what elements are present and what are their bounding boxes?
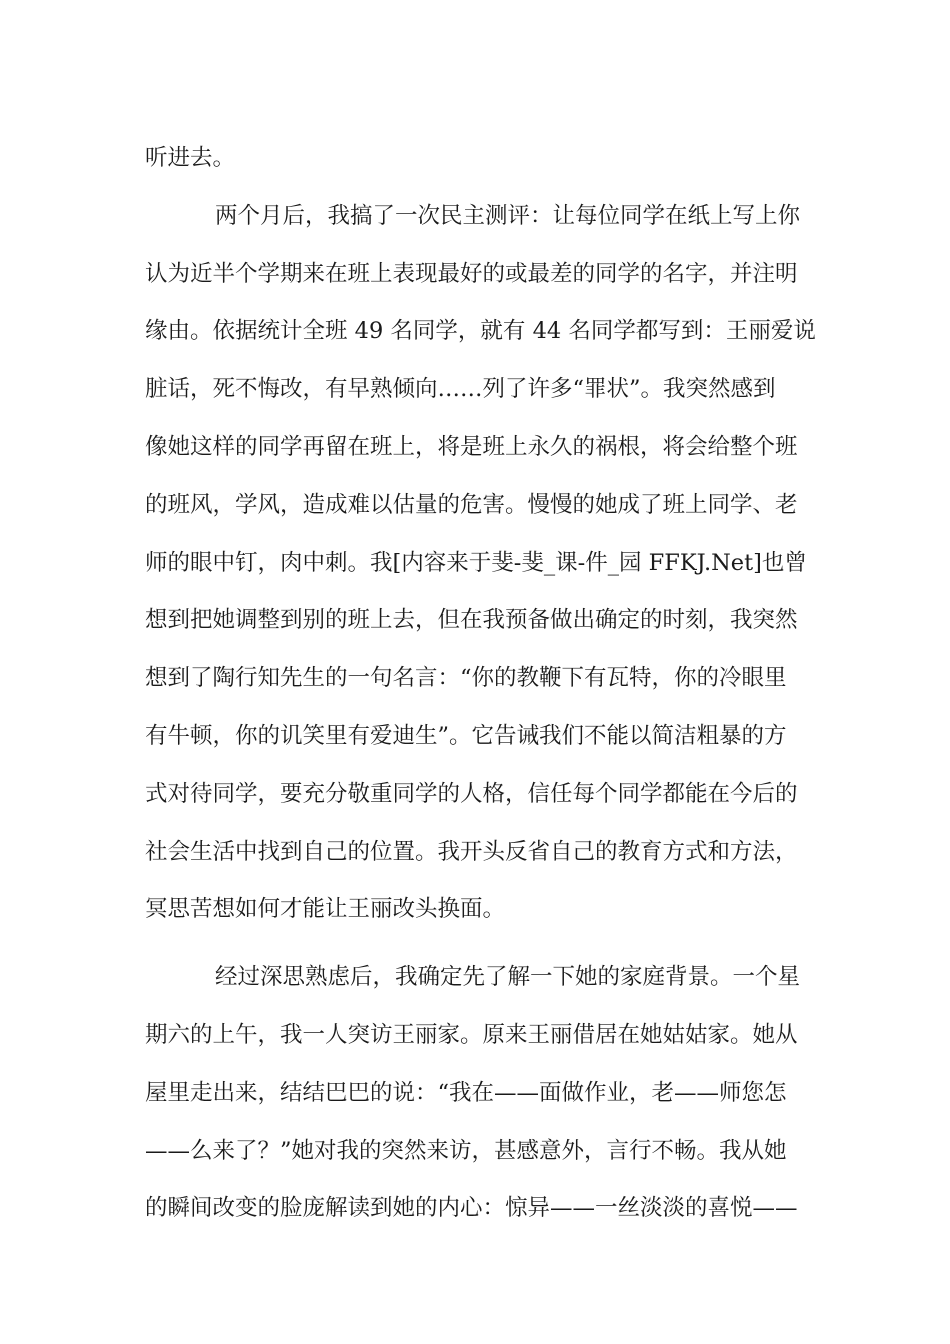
text-line: 式对待同学，要充分敬重同学的人格，信任每个同学都能在今后的: [145, 780, 798, 807]
paragraph-start-line: 经过深思熟虑后，我确定先了解一下她的家庭背景。一个星: [215, 964, 801, 991]
text-line: 认为近半个学期来在班上表现最好的或最差的同学的名字，并注明: [145, 260, 798, 287]
text-line: 缘由。依据统计全班 49 名同学，就有 44 名同学都写到：王丽爱说: [145, 318, 816, 345]
text-line: 师的眼中钉，肉中刺。我[内容来于斐-斐_课-件_园 FFKJ.Net]也曾: [145, 549, 807, 576]
paragraph-start-line: 两个月后，我搞了一次民主测评：让每位同学在纸上写上你: [215, 202, 801, 229]
text-line: 有牛顿，你的讥笑里有爱迪生”。它告诫我们不能以简洁粗暴的方: [145, 722, 787, 749]
text-line: 的班风，学风，造成难以估量的危害。慢慢的她成了班上同学、老: [145, 491, 798, 518]
text-line: 期六的上午，我一人突访王丽家。原来王丽借居在她姑姑家。她从: [145, 1021, 798, 1048]
text-line: 的瞬间改变的脸庞解读到她的内心：惊异——一丝淡淡的喜悦——: [145, 1195, 798, 1222]
text-line: 脏话，死不悔改，有早熟倾向……列了许多“罪状”。我突然感到: [145, 376, 776, 403]
text-line: 屋里走出来，结结巴巴的说：“我在——面做作业，老——师您怎: [145, 1079, 787, 1106]
text-line: 像她这样的同学再留在班上，将是班上永久的祸根，将会给整个班: [145, 433, 798, 460]
text-line: 想到了陶行知先生的一句名言：“你的教鞭下有瓦特，你的冷眼里: [145, 665, 787, 692]
text-line: ——么来了？”她对我的突然来访，甚感意外，言行不畅。我从她: [145, 1137, 787, 1164]
text-line: 冥思苦想如何才能让王丽改头换面。: [145, 896, 506, 923]
text-line: 想到把她调整到别的班上去，但在我预备做出确定的时刻，我突然: [145, 607, 798, 634]
document-body: [145, 130, 816, 1238]
text-line: 社会生活中找到自己的位置。我开头反省自己的教育方式和方法，: [145, 838, 798, 865]
text-line: 听进去。: [145, 145, 236, 171]
